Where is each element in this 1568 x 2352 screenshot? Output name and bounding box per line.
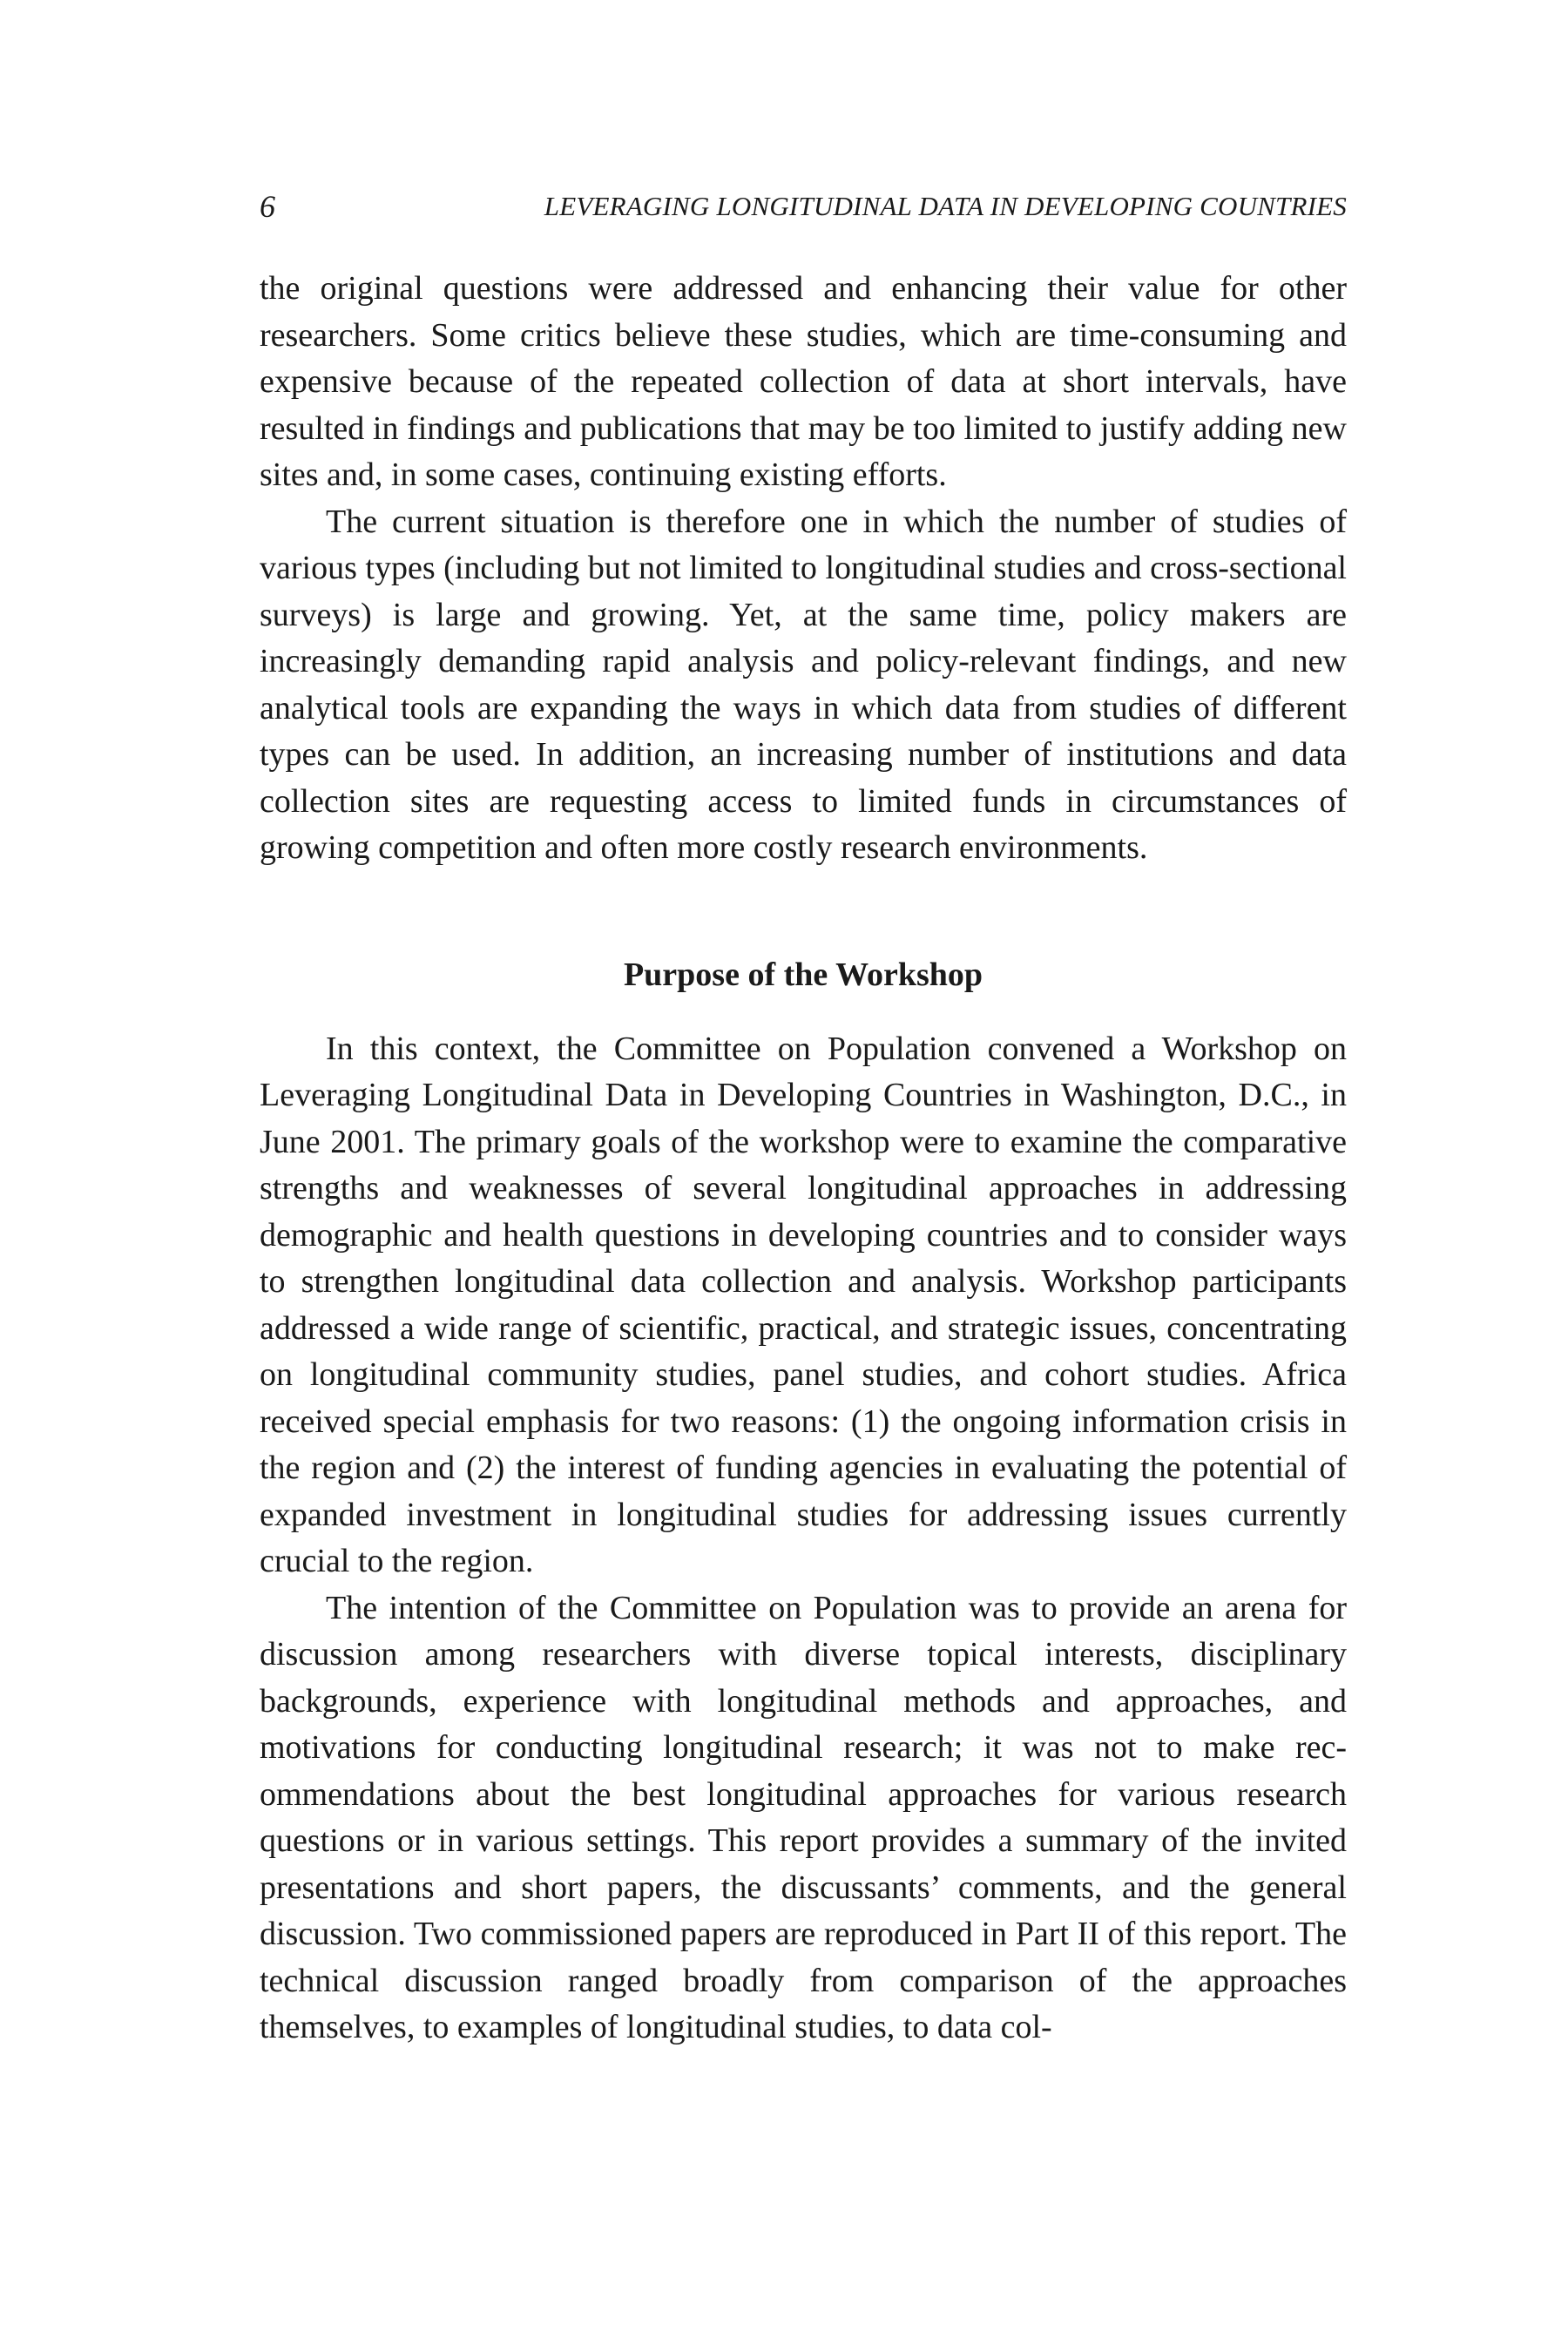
- running-head: [260, 187, 1347, 226]
- running-title: LEVERAGING LONGITUDINAL DATA IN DEVELOPING COUNTRIES: [544, 191, 1347, 221]
- page-number: 6: [260, 189, 275, 224]
- paragraph-committee-intention: The intention of the Committee on Population was to provide an arena for discussion among researchers with diverse topical interests, disciplinary backgrounds, experience with longitudinal methods and approaches, and motivations for conducting longitudinal research; it was not to make recommendations about the best longitudinal approaches for various research questions or in various settings. This report provides a summary of the invited presentations and short papers, the discussants’ comments, and the general discussion. Two commissioned papers are reproduced in Part II of this report. The technical discussion ranged broadly from comparison of the approaches themselves, to examples of longitudinal studies, to data col-: [260, 1589, 1347, 2045]
- paragraph-continuation: the original questions were addressed and enhancing their value for other researchers. Some critics believe these studies, which are time-consuming and expensive because of the repeated collection of data at short intervals, have resulted in findings and publications that may be too limited to justify adding new sites and, in some cases, continuing existing efforts.: [260, 270, 1347, 493]
- section-heading: Purpose of the Workshop: [623, 956, 983, 993]
- paragraph-current-situation: The current situation is therefore one in which the number of studies of various types (including but not limited to longitudinal studies and cross-sectional surveys) is large and growing. Yet, at the same time, policy makers are increasingly demanding rapid analysis and policy-relevant findings, and new analytical tools are expanding the ways in which data from studies of different types can be used. In addition, an increasing number of institutions and data collection sites are requesting access to limited funds in circumstances of growing competition and often more costly research environments.: [260, 503, 1347, 866]
- paragraph-workshop-context: In this context, the Committee on Population convened a Workshop on Leveraging Longitudinal Data in Developing Countries in Washington, D.C., in June 2001. The primary goals of the workshop were to examine the comparative strengths and weaknesses of several longitudinal approaches in addressing demographic and health questions in developing countries and to consider ways to strengthen longitudinal data collection and analysis. Workshop participants addressed a wide range of scientific, practical, and strategic issues, concentrating on longitudinal community studies, panel studies, and cohort studies. Africa received special emphasis for two reasons: (1) the ongoing information crisis in the region and (2) the interest of funding agencies in evaluating the potential of expanded investment in longitudinal studies for addressing issues currently crucial to the region.: [260, 1030, 1347, 1579]
- body-text: [260, 266, 1347, 2051]
